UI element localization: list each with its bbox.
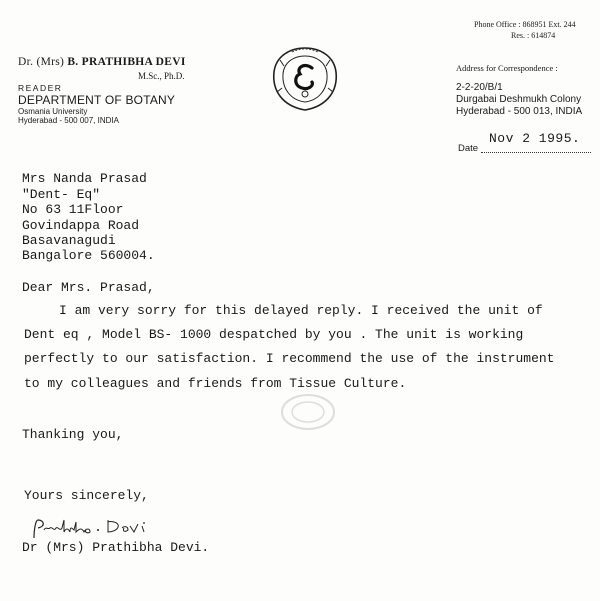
letterhead-name-prefix: Dr. (Mrs) [18, 56, 65, 68]
closing: Thanking you, [22, 427, 124, 442]
letterhead-university: Osmania University [18, 107, 88, 116]
recipient-line: No 63 11Floor [22, 202, 124, 217]
letterhead-title: READER [18, 83, 63, 93]
signatory-name: Dr (Mrs) Prathibha Devi. [22, 540, 210, 555]
phone-office: Phone Office : 868951 Ext. 244 [474, 20, 576, 29]
recipient-line: "Dent- Eq" [22, 187, 101, 202]
letterhead-department: DEPARTMENT OF BOTANY [18, 93, 176, 107]
recipient-line: Bangalore 560004. [22, 248, 155, 263]
letterhead-name-main: B. PRATHIBHA DEVI [67, 56, 186, 68]
address-line-2: Durgabai Deshmukh Colony [456, 94, 582, 105]
body-line: perfectly to our satisfaction. I recommend the use of the instrument [24, 351, 555, 366]
signoff: Yours sincerely, [24, 488, 149, 503]
body-line: to my colleagues and friends from Tissue Culture. [24, 376, 407, 391]
body-line: Dent eq , Model BS- 1000 despatched by you . The unit is working [24, 327, 524, 342]
address-label: Address for Correspondence : [456, 63, 558, 73]
recipient-line: Basavanagudi [22, 233, 116, 248]
recipient-line: Mrs Nanda Prasad [22, 171, 147, 186]
date-dotted-line [481, 152, 591, 153]
faint-stamp-icon [278, 392, 338, 432]
phone-res: Res. : 614874 [511, 31, 556, 40]
letter-date: Nov 2 1995. [489, 131, 581, 146]
university-seal-icon [268, 44, 342, 114]
salutation: Dear Mrs. Prasad, [22, 280, 155, 295]
address-line-1: 2-2-20/B/1 [456, 82, 503, 93]
letterhead-city: Hyderabad - 500 007, INDIA [18, 116, 119, 125]
letterhead-degrees: M.Sc., Ph.D. [138, 71, 185, 81]
body-line: I am very sorry for this delayed reply. I received the unit of [59, 303, 543, 318]
letterhead-name [18, 56, 186, 68]
date-label: Date [458, 143, 479, 154]
recipient-line: Govindappa Road [22, 218, 140, 233]
address-line-3: Hyderabad - 500 013, INDIA [456, 106, 583, 117]
